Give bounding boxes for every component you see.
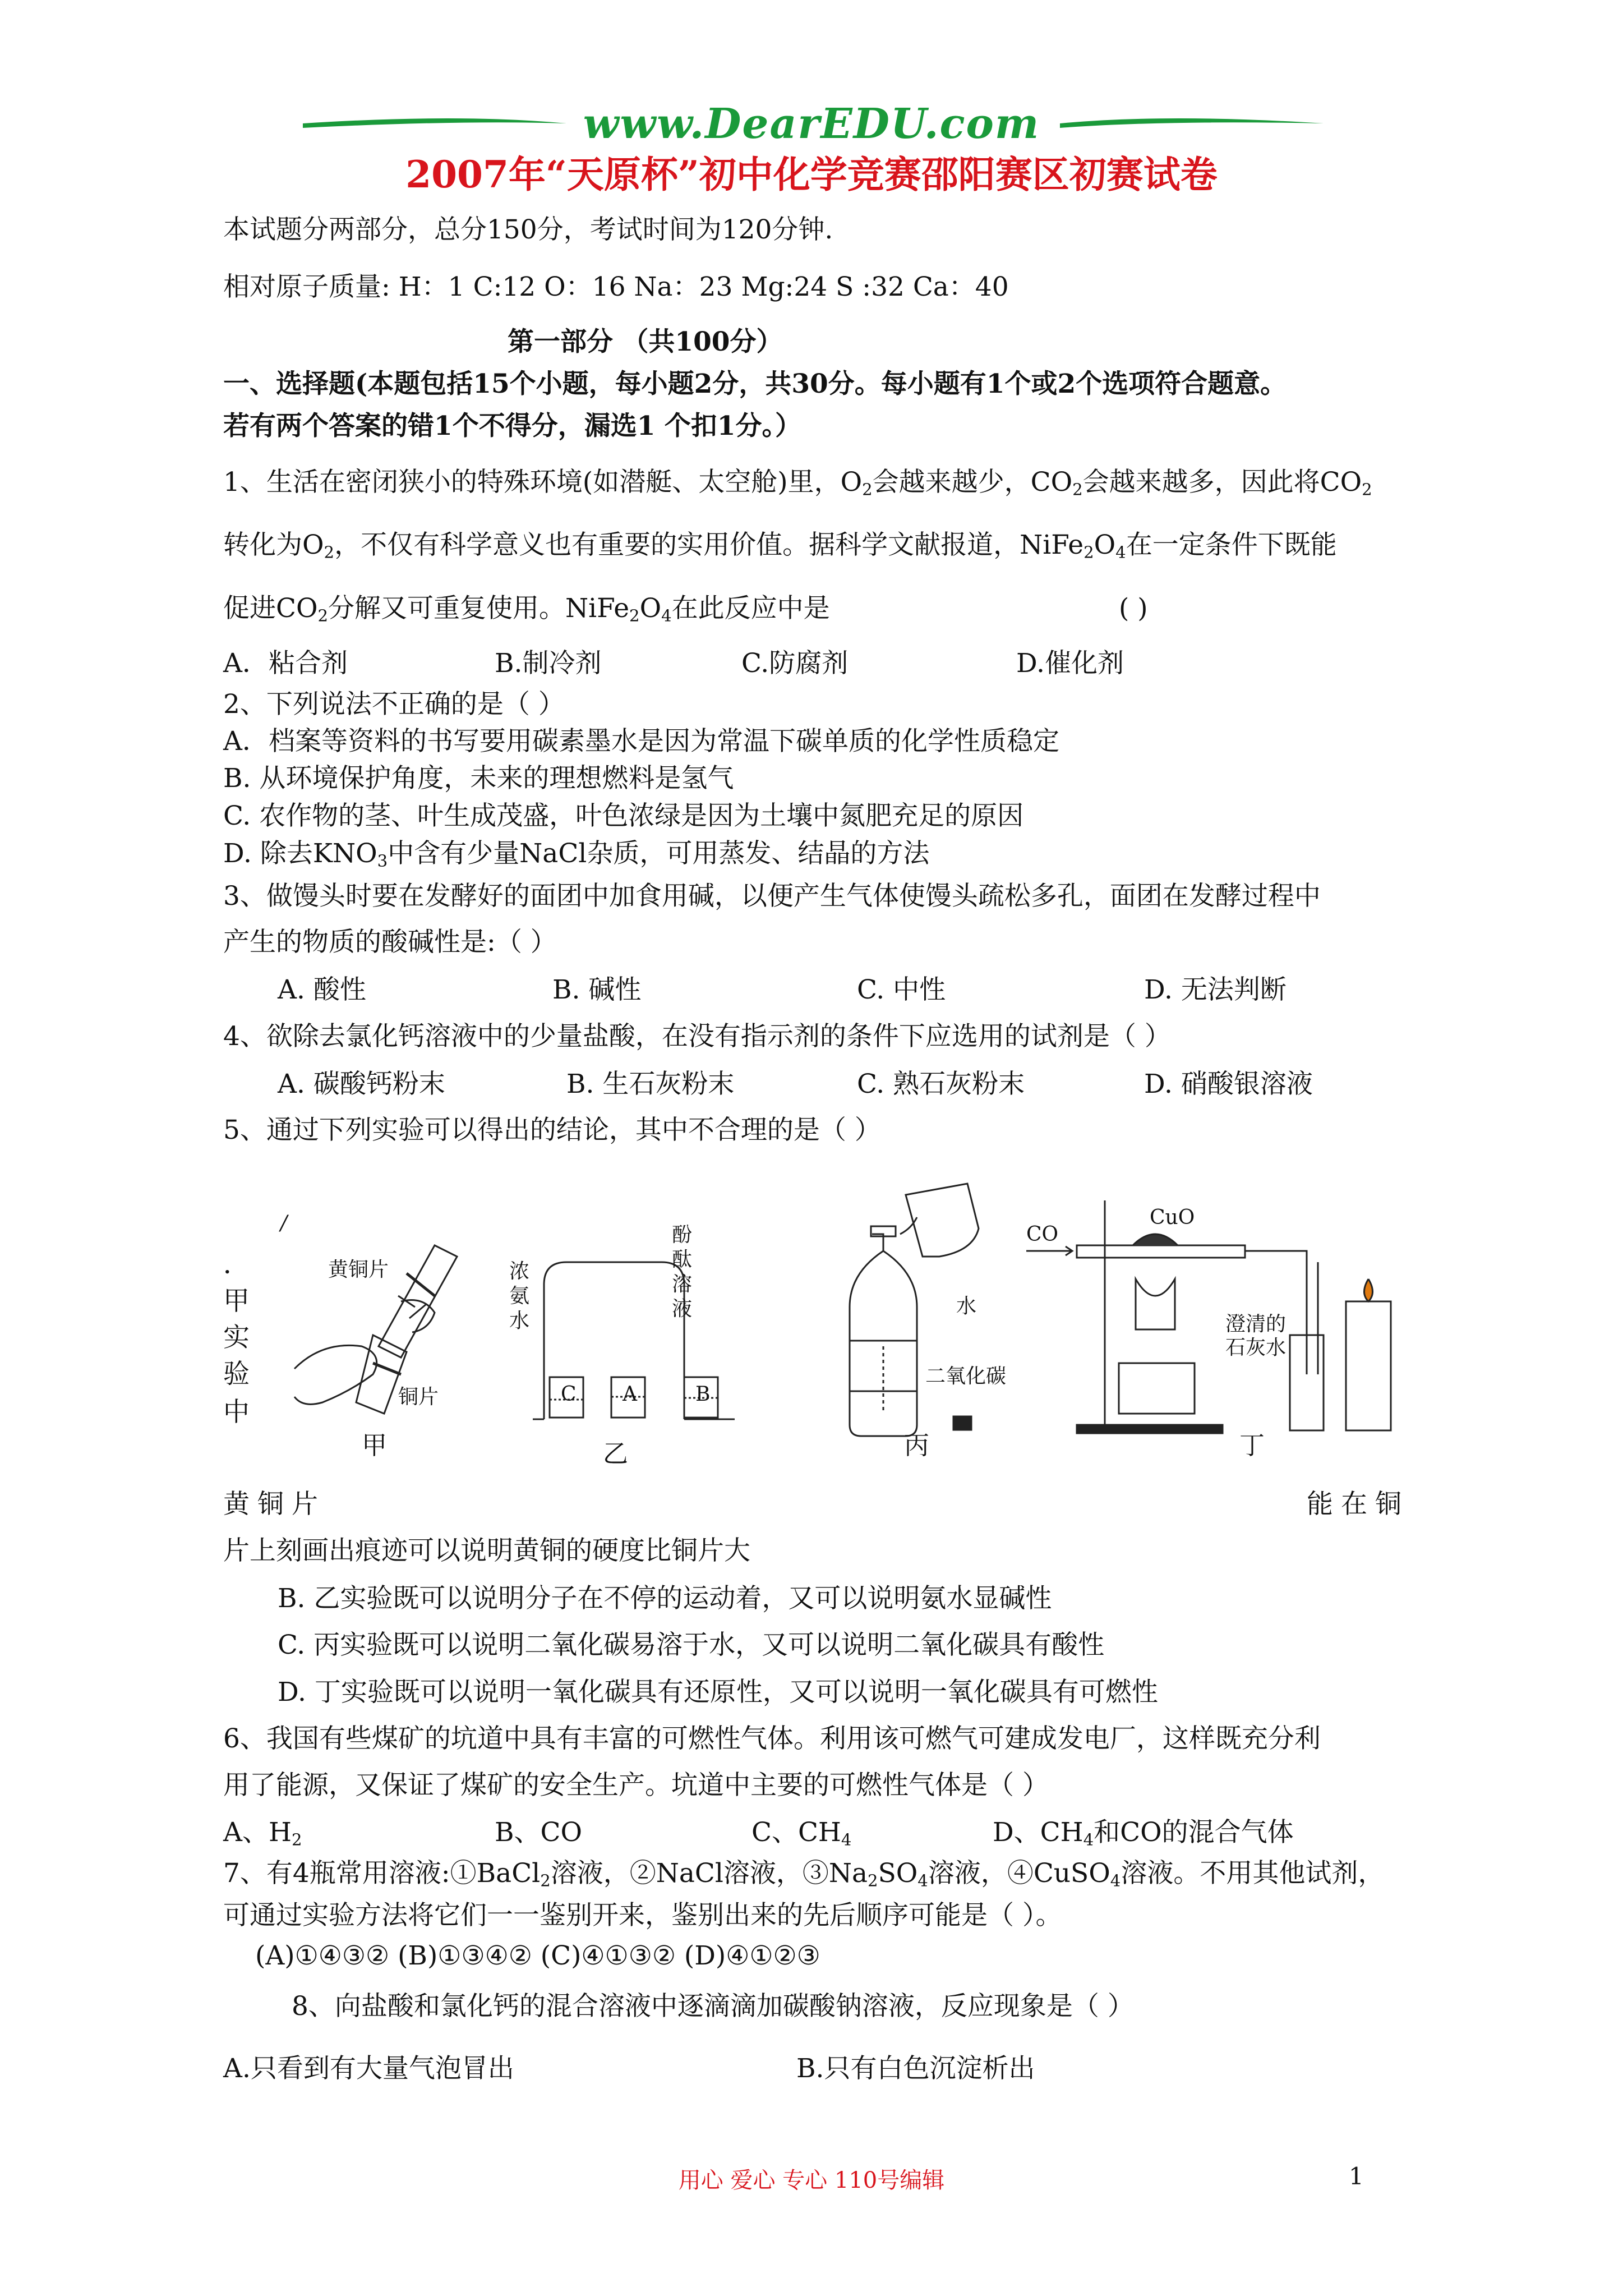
q1-answer-paren: ( ) xyxy=(1119,593,1148,624)
label-co-inlet: CO xyxy=(1026,1223,1059,1246)
q5-side-char-1: 甲 xyxy=(223,1286,250,1317)
label-limewater: 澄清的石灰水 xyxy=(1225,1313,1287,1359)
label-water: 水 xyxy=(956,1295,977,1318)
footer-text: 用心 爱心 专心 110号编辑 xyxy=(678,2168,945,2193)
label-phenolphthalein: 酚酞溶液 xyxy=(672,1223,693,1320)
q5-side-char-0: ． xyxy=(223,1249,250,1280)
q5-option-d: D. 丁实验既可以说明一氧化碳具有还原性，又可以说明一氧化碳具有可燃性 xyxy=(278,1677,1158,1708)
q5-stem: 5、通过下列实验可以得出的结论，其中不合理的是（ ） xyxy=(223,1115,881,1145)
q5-option-b: B. 乙实验既可以说明分子在不停的运动着，又可以说明氨水显碱性 xyxy=(278,1583,1052,1614)
q5-slash-mark: / xyxy=(280,1212,288,1235)
beaker-c-label: C xyxy=(561,1383,577,1406)
label-co2: 二氧化碳 xyxy=(925,1365,1007,1388)
caption-jia: 甲 xyxy=(362,1430,388,1460)
q7-options: (A)①④③② (B)①③④② (C)④①③② (D)④①②③ xyxy=(255,1940,820,1971)
intro-line-2: 相对原子质量: H：1 C:12 O：16 Na：23 Mg:24 S :32 Ca：40 xyxy=(223,272,1009,302)
label-conc-ammonia: 浓氨水 xyxy=(509,1260,530,1332)
q1-option-d: D.催化剂 xyxy=(1016,648,1124,679)
section-heading-line-2: 若有两个答案的错1个不得分，漏选1 个扣1分。） xyxy=(223,411,801,441)
q1-line-2: 转化为$O_2$，不仅有科学意义也有重要的实用价值。据科学文献报道，$NiFe_2O_4$在一定条件下既能 xyxy=(223,530,1337,562)
page-number: 1 xyxy=(1349,2162,1364,2190)
q2-option-c: C. 农作物的茎、叶生成茂盛，叶色浓绿是因为土壤中氮肥充足的原因 xyxy=(223,800,1024,831)
q7-stem-line-2: 可通过实验方法将它们一一鉴别开来，鉴别出来的先后顺序可能是（ ）。 xyxy=(223,1900,1062,1931)
q1-line-1: 1、生活在密闭狭小的特殊环境(如潜艇、太空舱)里，$O_2$会越来越少，$CO_2$会越来越多，因此将$CO_2$ xyxy=(223,467,1372,499)
q1-line-3: 促进$CO_2$分解又可重复使用。$NiFe_2O_4$在此反应中是 xyxy=(223,593,830,625)
beaker-a-label: A xyxy=(623,1383,637,1406)
q4-option-b: B. 生石灰粉末 xyxy=(566,1069,735,1099)
q2-stem: 2、下列说法不正确的是（ ） xyxy=(223,689,565,720)
q1-option-b: B.制冷剂 xyxy=(495,648,602,679)
q6-option-d: D、$CH_4$和CO的混合气体 xyxy=(993,1817,1294,1849)
exam-title: 2007年“天原杯”初中化学竞赛邵阳赛区初赛试卷 xyxy=(405,153,1218,196)
q6-stem-line-2: 用了能源，又保证了煤矿的安全生产。坑道中主要的可燃性气体是（ ） xyxy=(223,1770,1049,1801)
part1-heading: 第一部分 （共100分） xyxy=(508,326,783,357)
q8-stem: 8、向盐酸和氯化钙的混合溶液中逐滴滴加碳酸钠溶液，反应现象是（ ） xyxy=(292,1991,1134,2022)
label-copper-piece: 铜片 xyxy=(398,1386,439,1409)
q5-option-c: C. 丙实验既可以说明二氧化碳易溶于水，又可以说明二氧化碳具有酸性 xyxy=(278,1630,1105,1660)
q6-option-b: B、CO xyxy=(495,1817,583,1848)
site-name: www.DearEDU.com xyxy=(583,100,1040,148)
caption-ding: 丁 xyxy=(1239,1430,1265,1460)
q4-option-c: C. 熟石灰粉末 xyxy=(857,1069,1025,1099)
q3-option-d: D. 无法判断 xyxy=(1144,974,1287,1005)
q5-option-a-part-3: 片上刻画出痕迹可以说明黄铜的硬度比铜片大 xyxy=(223,1535,750,1566)
q5-side-char-2: 实 xyxy=(223,1322,250,1353)
q2-option-a: A．档案等资料的书写要用碳素墨水是因为常温下碳单质的化学性质稳定 xyxy=(223,726,1059,757)
caption-yi: 乙 xyxy=(603,1439,629,1469)
q1-option-c: C.防腐剂 xyxy=(741,648,849,679)
caption-bing: 丙 xyxy=(904,1430,930,1460)
label-cuo: CuO xyxy=(1150,1206,1195,1229)
q3-option-c: C. 中性 xyxy=(857,974,946,1005)
q4-option-d: D. 硝酸银溶液 xyxy=(1144,1069,1313,1099)
q4-stem: 4、欲除去氯化钙溶液中的少量盐酸，在没有指示剂的条件下应选用的试剂是（ ） xyxy=(223,1021,1171,1052)
q3-stem-line-1: 3、做馒头时要在发酵好的面团中加食用碱，以便产生气体使馒头疏松多孔，面团在发酵过程中 xyxy=(223,881,1321,912)
intro-line-1: 本试题分两部分，总分150分，考试时间为120分钟. xyxy=(223,214,833,245)
figure-ding xyxy=(1026,1189,1396,1442)
q5-option-a-part-1: 黄铜片 xyxy=(223,1489,326,1520)
q2-option-d: D. 除去$KNO_3$中含有少量NaCl杂质，可用蒸发、结晶的方法 xyxy=(223,838,930,871)
q5-option-a-part-2: 能在铜 xyxy=(1307,1489,1409,1520)
section-heading-line-1: 一、选择题(本题包括15个小题，每小题2分，共30分。每小题有1个或2个选项符合题意。 xyxy=(223,369,1287,399)
q8-option-a: A.只看到有大量气泡冒出 xyxy=(223,2053,514,2084)
co-reduction-apparatus-illustration-icon xyxy=(1026,1189,1396,1442)
beaker-b-label: B xyxy=(695,1383,711,1406)
q6-option-c: C、$CH_4$ xyxy=(751,1817,852,1849)
q7-stem-line-1: 7、有4瓶常用溶液:①BaCl$_2$溶液，②NaCl溶液，$③Na_2SO_4$溶液，④CuSO$_4$溶液。不用其他试剂， xyxy=(223,1858,1385,1890)
q8-option-b: B.只有白色沉淀析出 xyxy=(796,2053,1035,2084)
q1-option-a: A．粘合剂 xyxy=(223,648,348,679)
label-brass-piece: 黄铜片 xyxy=(328,1258,389,1281)
q2-option-b: B. 从环境保护角度，未来的理想燃料是氢气 xyxy=(223,763,734,794)
q6-option-a: A、$H_2$ xyxy=(223,1817,302,1849)
q5-side-char-3: 验 xyxy=(223,1359,250,1389)
q4-option-a: A. 碳酸钙粉末 xyxy=(278,1069,445,1099)
q6-stem-line-1: 6、我国有些煤矿的坑道中具有丰富的可燃性气体。利用该可燃气可建成发电厂，这样既充分利 xyxy=(223,1723,1321,1754)
q3-option-b: B. 碱性 xyxy=(552,974,642,1005)
q3-option-a: A. 酸性 xyxy=(278,974,366,1005)
q3-stem-line-2: 产生的物质的酸碱性是:（ ） xyxy=(223,927,557,958)
q5-side-char-4: 中 xyxy=(223,1397,250,1428)
